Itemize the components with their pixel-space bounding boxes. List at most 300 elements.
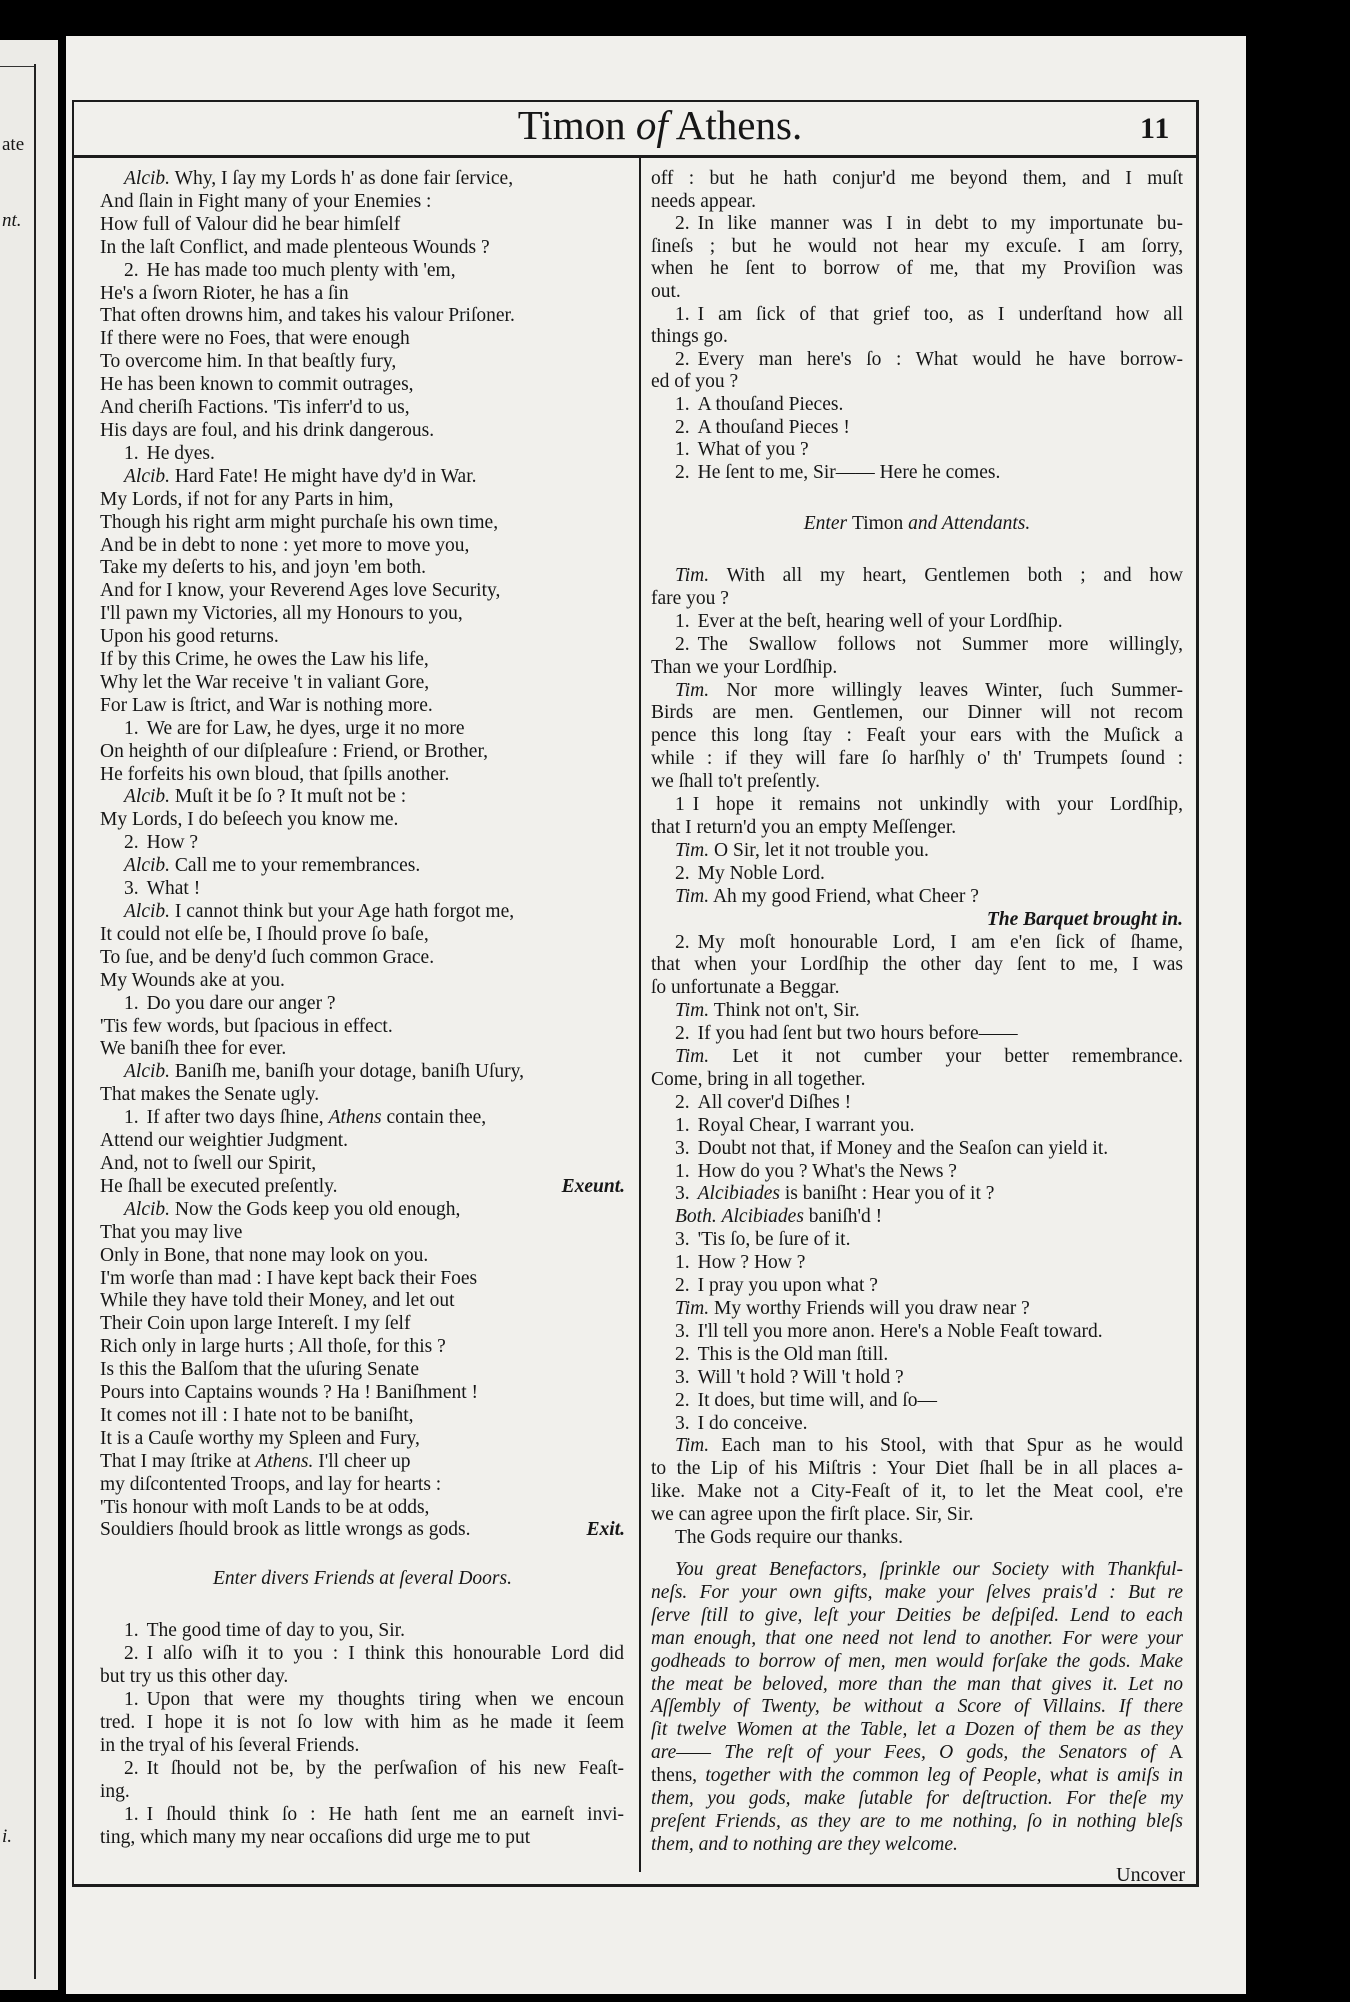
speaker-label: Alcib. — [124, 1061, 171, 1083]
text-line — [651, 1367, 1183, 1390]
line-text: Souldiers ſhould brook as little wrongs as gods. — [100, 1519, 471, 1541]
text-line — [100, 1757, 624, 1780]
line-text: Though his right arm might purchaſe his own time, — [100, 511, 499, 533]
text-line — [651, 748, 1183, 771]
line-text: pence this long ſtay : Feaſt your ears with the Muſick a — [651, 725, 1183, 747]
line-text: Do you dare our anger ? — [146, 992, 336, 1014]
speaker-number: 2. — [124, 1643, 139, 1664]
text-line — [100, 809, 625, 832]
line-text: Only in Bone, that none may look on you. — [100, 1244, 429, 1266]
line-text: out. — [651, 280, 681, 302]
line-text: them, you gods, make ſutable for deſtruction. For theſe my — [651, 1788, 1183, 1810]
line-text: The good time of day to you, Sir. — [146, 1620, 405, 1641]
italic-run: Alcibiades — [721, 1206, 804, 1228]
speaker-label: Alcib. — [124, 855, 171, 877]
line-text: That often drowns him, and takes his valour Priſoner. — [100, 305, 515, 327]
line-text: My Lords, if not for any Parts in him, — [100, 488, 394, 510]
text-line — [651, 417, 1183, 440]
line-text: off : but he hath conjur'd me beyond them, and I muſt — [651, 168, 1183, 189]
text-line — [651, 236, 1183, 259]
line-text: ting, which many my near occaſions did urge me to put — [100, 1827, 531, 1848]
line-text: He has made too much plenty with 'em, — [146, 259, 456, 281]
line-text: I ſhould think ſo : He hath ſent me an earneſt invi- — [146, 1804, 624, 1825]
line-text: Now the Gods keep you old enough, — [174, 1198, 461, 1220]
text-line — [100, 603, 625, 626]
speaker-number: 3. — [124, 878, 139, 900]
text-line — [651, 1413, 1183, 1436]
speaker-label: Tim. — [675, 679, 710, 701]
line-text: He ſhall be executed preſently. — [100, 1175, 338, 1197]
line-text: Will 't hold ? Will 't hold ? — [697, 1366, 904, 1388]
text-line — [651, 1390, 1183, 1413]
text-line — [651, 1765, 1183, 1788]
text-line — [100, 1061, 625, 1084]
line-text: He ſent to me, Sir—— Here he comes. — [697, 461, 1001, 483]
text-run: and Attendants. — [903, 513, 1031, 534]
speaker-number: 2. — [675, 1343, 690, 1365]
text-line — [651, 1206, 1183, 1229]
text-line — [100, 832, 625, 855]
text-run: contain thee, — [381, 1107, 487, 1129]
speaker-number: 1. — [675, 303, 690, 325]
stage-direction-friends: Enter divers Friends at ſeveral Doors. — [213, 1568, 512, 1589]
text-line — [100, 764, 625, 787]
line-text: things go. — [651, 326, 728, 348]
line-text: What ! — [146, 878, 201, 900]
right-column-top — [651, 168, 1183, 484]
text-line — [100, 1665, 624, 1688]
exit-direction: Exit. — [586, 1519, 625, 1541]
line-text: What of you ? — [697, 439, 809, 461]
text-run: Enter — [803, 513, 852, 534]
line-text: we can agree upon the firſt place. Sir, Sir. — [651, 1504, 974, 1526]
line-text: but try us this other day. — [100, 1666, 289, 1687]
text-line — [651, 1742, 1183, 1765]
line-text: ſerve ſtill to give, leſt your Deities be deſpiſed. Lend to each — [651, 1604, 1183, 1626]
speaker-number: 2. — [675, 1091, 690, 1113]
text-line — [100, 512, 625, 535]
text-line — [651, 977, 1183, 1000]
line-text: If you had ſent but two hours before—— — [697, 1023, 1018, 1045]
line-text: I do conceive. — [697, 1412, 808, 1434]
text-line — [100, 649, 625, 672]
speaker-number: 1. — [124, 1107, 139, 1129]
line-text: Hard Fate! He might have dy'd in War. — [174, 465, 477, 487]
text-line — [100, 420, 625, 443]
left-frame-line — [72, 100, 74, 1886]
line-text: I'm worſe than mad : I have kept back their Foes — [100, 1267, 478, 1289]
line-text: Aſſembly of Twenty, be without a Score of Villains. If there — [651, 1696, 1183, 1718]
speaker-label: Tim. — [675, 1435, 710, 1457]
line-text: The Swallow follows not Summer more willingly, — [697, 633, 1183, 655]
header-rule — [72, 155, 1198, 158]
column-divider — [639, 158, 641, 1872]
line-text: I'll pawn my Victories, all my Honours to you, — [100, 603, 463, 625]
line-text: fare you ? — [651, 587, 729, 609]
text-line — [651, 794, 1183, 817]
text-line — [100, 1016, 625, 1039]
line-text: Upon that were my thoughts tiring when we encoun — [146, 1689, 624, 1710]
line-text: Ever at the beſt, hearing well of your Lordſhip. — [697, 610, 1063, 632]
text-line — [100, 1359, 625, 1382]
line-text: A thouſand Pieces ! — [697, 416, 850, 438]
text-line — [651, 565, 1183, 588]
text-line — [100, 1497, 625, 1520]
text-line — [651, 1504, 1183, 1527]
speaker-number: 1. — [124, 1689, 139, 1710]
line-text: Why, I ſay my Lords h' as done fair ſervice, — [174, 168, 514, 189]
line-text: I cannot think but your Age hath forgot me, — [174, 901, 515, 922]
speaker-number: 2. — [675, 461, 690, 483]
line-text: And cheriſh Factions. 'Tis inferr'd to us, — [100, 397, 410, 419]
previous-page-fragment: ate — [2, 134, 25, 155]
speaker-number: 2. — [675, 213, 690, 235]
text-line — [651, 1344, 1183, 1367]
text-line — [100, 443, 625, 466]
text-line — [651, 439, 1183, 462]
text-line — [100, 1734, 624, 1757]
text-line — [651, 1046, 1183, 1069]
speaker-number: 2. — [124, 259, 139, 281]
line-text: In like manner was I in debt to my importunate bu- — [697, 213, 1183, 235]
line-text: O Sir, let it not trouble you. — [714, 839, 929, 861]
line-text: How full of Valour did he bear himſelf — [100, 213, 401, 235]
line-text: Every man here's ſo : What would he have borrow- — [697, 348, 1183, 370]
line-text: neſs. For your own gifts, make your ſelves prais'd : But re — [651, 1581, 1183, 1603]
line-text: like. Make not a City-Feaſt of it, to let the Meat cool, e're — [651, 1481, 1183, 1503]
line-text: The Gods require our thanks. — [675, 1527, 903, 1549]
line-text: Each man to his Stool, with that Spur as he would — [721, 1435, 1184, 1457]
line-text: Rich only in large hurts ; All thoſe, for this ? — [100, 1336, 446, 1358]
line-text: Ah my good Friend, what Cheer ? — [712, 885, 979, 907]
text-line — [100, 1803, 624, 1826]
text-line — [100, 397, 625, 420]
italic-run: Alcibiades — [697, 1183, 780, 1205]
line-text: We are for Law, he dyes, urge it no more — [146, 717, 465, 739]
italic-run: Athens. — [255, 1450, 314, 1472]
text-line — [651, 932, 1183, 955]
speaker-label: Tim. — [675, 885, 710, 907]
text-line — [651, 1811, 1183, 1834]
speaker-number: 2. — [675, 633, 690, 655]
line-text: He's a ſworn Rioter, he has a ſin — [100, 282, 349, 304]
text-line — [100, 1222, 625, 1245]
text-line — [100, 580, 625, 603]
text-line — [651, 1435, 1183, 1458]
line-text: Think not on't, Sir. — [713, 1000, 860, 1022]
line-text: them, and to nothing are they welcome. — [651, 1833, 958, 1855]
speaker-number: 1. — [124, 992, 139, 1014]
line-text: And for I know, your Reverend Ages love Security, — [100, 580, 501, 602]
text-line — [100, 1780, 624, 1803]
line-text: It is a Cauſe worthy my Spleen and Fury, — [100, 1427, 420, 1449]
line-text: All cover'd Diſhes ! — [697, 1091, 852, 1113]
line-text: I am ſick of that grief too, as I underſtand how all — [697, 303, 1183, 325]
text-line — [651, 1275, 1183, 1298]
text-line — [100, 786, 625, 809]
text-line — [100, 1619, 624, 1642]
line-text: For Law is ſtrict, and War is nothing more. — [100, 694, 433, 716]
speaker-number: 2. — [124, 832, 139, 854]
line-text: That you may live — [100, 1221, 243, 1243]
text-line — [100, 1451, 625, 1474]
speaker-number: 1. — [675, 1252, 690, 1274]
roman-run: Timon — [851, 513, 904, 534]
text-line — [651, 702, 1183, 725]
text-line — [100, 924, 625, 947]
text-line — [651, 213, 1183, 236]
speaker-number: 1. — [675, 393, 690, 415]
speaker-number: 2. — [675, 1389, 690, 1411]
speaker-label: Both. — [675, 1206, 717, 1228]
line-text: Birds are men. Gentlemen, our Dinner will not recom — [651, 702, 1183, 724]
line-text: That makes the Senate ugly. — [100, 1084, 320, 1106]
line-text: man enough, that one need not lend to another. For were your — [651, 1627, 1183, 1649]
text-line — [100, 237, 625, 260]
text-line — [100, 1153, 625, 1176]
text-line — [100, 191, 625, 214]
text-line — [651, 1138, 1183, 1161]
text-line — [100, 1130, 625, 1153]
text-line — [651, 1229, 1183, 1252]
line-text: that when your Lordſhip the other day ſent to me, I was — [651, 954, 1183, 976]
text-line — [651, 326, 1183, 349]
text-line — [100, 695, 625, 718]
line-text: Their Coin upon large Intereſt. I my ſelf — [100, 1313, 411, 1335]
line-text: With all my heart, Gentlemen both ; and how — [726, 565, 1183, 586]
text-line — [100, 1688, 624, 1711]
text-line — [100, 1826, 624, 1849]
text-line — [100, 1038, 625, 1061]
text-line — [651, 304, 1183, 327]
speaker-label: Alcib. — [124, 465, 171, 487]
text-line — [651, 394, 1183, 417]
text-line — [100, 855, 625, 878]
speaker-number: 3. — [675, 1366, 690, 1388]
text-line — [651, 817, 1183, 840]
text-run: baniſh'd ! — [803, 1206, 883, 1228]
text-line — [651, 191, 1183, 214]
left-column-prose — [100, 1619, 624, 1849]
line-text: My Noble Lord. — [697, 862, 825, 884]
line-text: If by this Crime, he owes the Law his life, — [100, 649, 429, 671]
speaker-label: Alcib. — [124, 786, 171, 808]
text-line — [100, 1268, 625, 1291]
text-line — [100, 1245, 625, 1268]
text-line — [100, 1642, 624, 1665]
line-text: that I return'd you an empty Meſſenger. — [651, 816, 957, 838]
text-line — [651, 725, 1183, 748]
speaker-number: 3. — [675, 1137, 690, 1159]
text-line — [651, 1298, 1183, 1321]
line-text: Attend our weightier Judgment. — [100, 1130, 349, 1152]
line-text: 'Tis honour with moſt Lands to be at odds, — [100, 1496, 430, 1518]
line-text: Doubt not that, if Money and the Seaſon can yield it. — [697, 1137, 1109, 1159]
text-line — [100, 489, 625, 512]
line-text: He forfeits his own bloud, that ſpills another. — [100, 763, 450, 785]
text-line — [100, 970, 625, 993]
text-line — [100, 1711, 624, 1734]
page-number: 11 — [1140, 112, 1171, 145]
line-text: 'Tis ſo, be ſure of it. — [697, 1229, 851, 1251]
previous-page-rule — [0, 66, 34, 67]
line-text: I'll tell you more anon. Here's a Noble Feaſt toward. — [697, 1320, 1103, 1342]
text-run: together with the common leg of People, what is amiſs in — [697, 1765, 1183, 1787]
line-text: It comes not ill : I hate not to be baniſht, — [100, 1404, 414, 1426]
text-line — [651, 1161, 1183, 1184]
italic-run: Athens — [328, 1107, 382, 1129]
line-text: preſent Friends, as they are to me nothing, ſo in nothing bleſs — [651, 1810, 1183, 1832]
speaker-label: Tim. — [675, 839, 710, 861]
speaker-number: 2. — [675, 1023, 690, 1045]
line-text: Let it not cumber your better remembrance. — [732, 1046, 1183, 1068]
speaker-number: 2. — [124, 1758, 139, 1779]
line-text: Upon his good returns. — [100, 626, 279, 648]
text-run: are—— The reſt of your Fees, O gods, the Senators of — [651, 1742, 1169, 1764]
speaker-label: Tim. — [675, 565, 710, 586]
text-line — [100, 557, 625, 580]
speaker-number: 1. — [124, 717, 139, 739]
line-text: And, not to ſwell our Spirit, — [100, 1152, 317, 1174]
text-run: is baniſht : Hear you of it ? — [779, 1183, 995, 1205]
text-line — [651, 1674, 1183, 1697]
speaker-number: 3. — [675, 1229, 690, 1251]
line-text: Call me to your remembrances. — [174, 855, 421, 877]
line-text: My worthy Friends will you draw near ? — [714, 1298, 1030, 1319]
text-line — [651, 634, 1183, 657]
line-text: ſineſs ; but he would not hear my excuſe. I am ſorry, — [651, 235, 1183, 257]
speaker-number: 2. — [675, 931, 690, 953]
text-line — [100, 328, 625, 351]
text-line — [100, 1107, 625, 1130]
line-text: my diſcontented Troops, and lay for hearts : — [100, 1473, 442, 1495]
line-text: ing. — [100, 1781, 130, 1802]
stage-direction: The Barquet brought in. — [986, 908, 1183, 930]
line-text: Baniſh me, baniſh your dotage, baniſh Uſury, — [174, 1061, 525, 1083]
speaker-label: Alcib. — [124, 901, 171, 922]
line-text: ſo unfortunate a Beggar. — [651, 977, 840, 999]
text-line — [100, 1084, 625, 1107]
text-line — [651, 1321, 1183, 1344]
speaker-number: 2. — [675, 348, 690, 370]
speaker-number: 2. — [675, 416, 690, 438]
line-text: It does, but time will, and ſo— — [697, 1389, 938, 1411]
speaker-number: 1. — [124, 1804, 139, 1825]
text-line — [100, 283, 625, 306]
line-text: If there were no Foes, that were enough — [100, 328, 410, 350]
text-line — [100, 1519, 625, 1542]
line-text: He dyes. — [146, 442, 215, 464]
text-line — [100, 741, 625, 764]
line-text: Than we your Lordſhip. — [651, 656, 838, 678]
speaker-number: 1. — [675, 1160, 690, 1182]
speaker-number: 1. — [675, 1114, 690, 1136]
speaker-number: 3. — [675, 1320, 690, 1342]
text-line — [651, 1719, 1183, 1742]
line-text: I alſo wiſh it to you : I think this honourable Lord did — [146, 1643, 624, 1664]
text-line — [651, 771, 1183, 794]
text-run: That I may ſtrike at — [100, 1450, 256, 1472]
line-text: ſit twelve Women at the Table, let a Dozen of them be as they — [651, 1719, 1183, 1741]
exit-direction: Exeunt. — [561, 1175, 625, 1197]
text-line — [100, 878, 625, 901]
previous-page-border — [34, 64, 36, 1979]
text-line — [100, 466, 625, 489]
text-line — [100, 168, 625, 191]
text-line — [651, 1069, 1183, 1092]
line-text: I hope it remains not unkindly with your Lordſhip, — [692, 794, 1183, 816]
text-line — [100, 1313, 625, 1336]
line-text: Pours into Captains wounds ? Ha ! Baniſhment ! — [100, 1382, 479, 1404]
left-column-verse — [100, 168, 625, 1542]
text-line — [100, 1336, 625, 1359]
text-line — [100, 1474, 625, 1497]
text-line — [651, 371, 1183, 394]
text-line — [100, 214, 625, 237]
line-text: He has been known to commit outrages, — [100, 374, 414, 396]
line-text: It could not elſe be, I ſhould prove ſo baſe, — [100, 923, 429, 945]
text-line — [651, 1458, 1183, 1481]
text-line — [651, 1023, 1183, 1046]
line-text: My Lords, I do beſeech you know me. — [100, 809, 399, 831]
previous-page-edge — [0, 40, 58, 1990]
line-text: while : if they will fare ſo harſhly o' th' Trumpets ſound : — [651, 748, 1183, 770]
text-line — [651, 1000, 1183, 1023]
timon-grace-speech — [651, 1559, 1183, 1857]
line-text: to the Lip of his Miſtris : Your Diet ſhall be in all places a- — [651, 1458, 1183, 1480]
text-line — [651, 1481, 1183, 1504]
text-line — [651, 1183, 1183, 1206]
text-line — [651, 281, 1183, 304]
line-text: And be in debt to none : yet more to move you, — [100, 534, 470, 556]
text-line — [651, 611, 1183, 634]
speaker-number: 2. — [675, 1275, 690, 1297]
text-line — [651, 1582, 1183, 1605]
speaker-number: 1. — [124, 442, 139, 464]
text-line — [651, 1696, 1183, 1719]
text-run: If after two days ſhine, — [146, 1107, 329, 1129]
text-line — [651, 657, 1183, 680]
text-line — [100, 535, 625, 558]
line-text: Is this the Balſom that the uſuring Senate — [100, 1359, 419, 1381]
text-line — [651, 1628, 1183, 1651]
line-text: You great Benefactors, ſprinkle our Society with Thankful- — [675, 1559, 1183, 1580]
right-frame-line — [1196, 100, 1199, 1886]
text-line — [100, 1199, 625, 1222]
line-text: On heighth of our diſpleaſure : Friend, or Brother, — [100, 740, 489, 762]
text-line — [651, 168, 1183, 191]
text-line — [651, 886, 1183, 909]
speaker-number: 3. — [675, 1412, 690, 1434]
title-part: Athens. — [667, 102, 803, 148]
line-text: It ſhould not be, by the perſwaſion of his new Feaſt- — [146, 1758, 624, 1779]
text-line — [100, 1382, 625, 1405]
text-line — [651, 349, 1183, 372]
text-line — [651, 1559, 1183, 1582]
speaker-number: 3. — [675, 1183, 690, 1205]
speaker-label: Alcib. — [124, 168, 171, 189]
line-text: We baniſh thee for ever. — [100, 1038, 287, 1060]
text-line — [100, 947, 625, 970]
text-line — [651, 680, 1183, 703]
text-line — [100, 993, 625, 1016]
text-line — [100, 1176, 625, 1199]
speaker-number: 1. — [124, 1620, 139, 1641]
text-line — [100, 718, 625, 741]
speaker-label: Tim. — [675, 1000, 710, 1022]
line-text: godheads to borrow of men, men would forſake the gods. Make — [651, 1650, 1183, 1672]
line-text: To ſue, and be deny'd ſuch common Grace. — [100, 946, 435, 968]
